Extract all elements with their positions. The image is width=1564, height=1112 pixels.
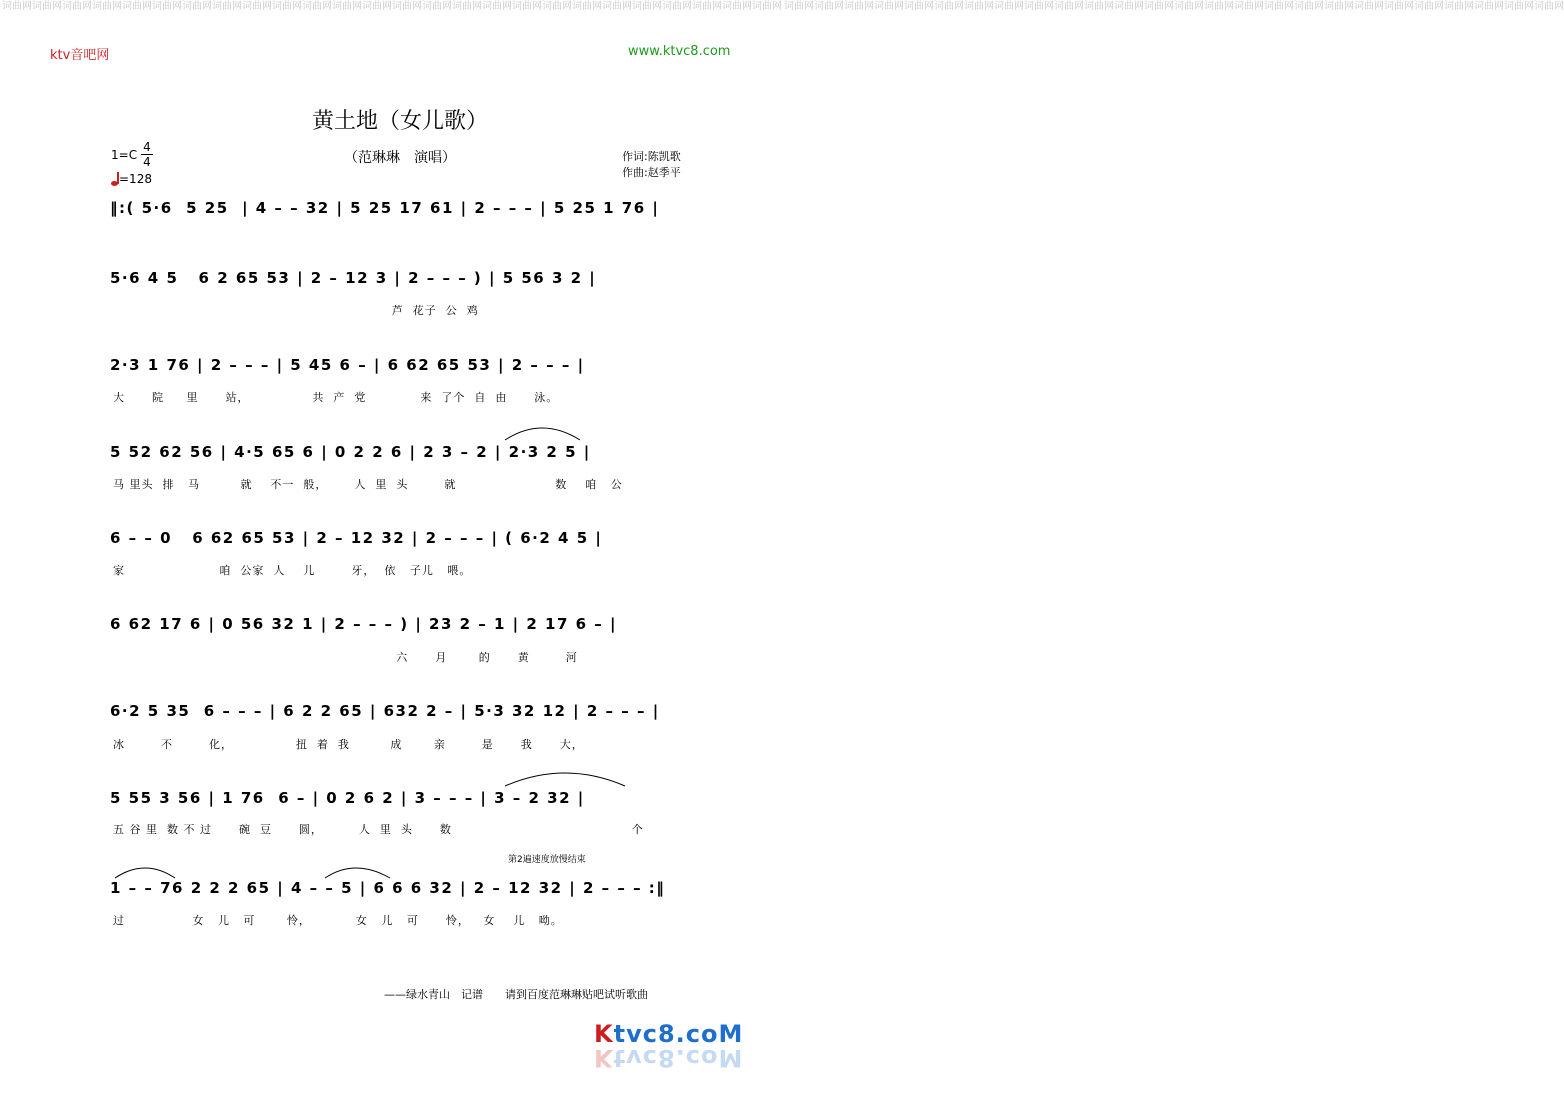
side-watermark-left: 词曲网词曲网词曲网词曲网词曲网词曲网词曲网词曲网词曲网词曲网词曲网词曲网词曲网词曲网词曲网词曲网词曲网词曲网词曲网词曲网词曲网词曲网词曲网词曲网词曲网词曲网 [2,1,782,12]
score-line-7: 6·2 5 35 6 – – – | 6 2 2 65 | 632 2 – | 5·3 32 12 | 2 – – – | [110,702,660,720]
lyrics-line-6: 六 月 的 黄 河 [113,651,578,664]
score-line-4: 5 52 62 56 | 4·5 65 6 | 0 2 2 6 | 2 3 – 2 | 2·3 2 5 | [110,443,591,461]
score-line-6: 6 62 17 6 | 0 56 32 1 | 2 – – – ) | 23 2 – 1 | 2 17 6 – | [110,615,617,633]
time-bottom: 4 [143,155,151,169]
tempo-marking [111,172,152,186]
score-line-8: 5 55 3 56 | 1 76 6 – | 0 2 6 2 | 3 – – – | 3 – 2 32 | [110,789,585,807]
footer-note: ——绿水青山 记谱 请到百度范琳琳贴吧试听歌曲 [384,988,648,1001]
lyrics-line-3: 大 院 里 站， 共 产 党 来 了个 自 由 泳。 [113,391,559,404]
tempo-value: =128 [119,172,152,186]
score-line-9: 1 – – 76 2 2 2 65 | 4 – – 5 | 6 6 6 32 | 2 – 12 32 | 2 – – – :‖ [110,879,666,897]
time-signature [141,140,153,169]
site-logo-reflection: Ktvc8.coM [594,1044,744,1072]
quarter-note-icon [111,172,119,186]
song-title: 黄土地（女儿歌） [311,109,488,134]
performer-line: （范琳琳 演唱） [344,150,456,166]
composer-credit: 作曲:赵季平 [622,166,681,179]
lyrics-line-7: 冰 不 化， 扭 着 我 成 亲 是 我 大， [113,738,584,751]
repeat-annotation: 第2遍速度放慢结束 [508,855,586,865]
key-signature: 1=C [111,148,138,162]
slur-arc-line-8 [110,758,720,788]
site-name-left[interactable]: ktv音吧网 [50,48,110,63]
slur-arc-line-4 [110,412,720,442]
lyrics-line-9: 过 女 儿 可 怜， 女 儿 可 怜， 女 儿 呦。 [113,914,563,927]
lyrics-line-5: 家 咱 公家 人 儿 牙， 依 子儿 喂。 [113,564,472,577]
time-top: 4 [143,140,151,154]
score-line-5: 6 – – 0 6 62 65 53 | 2 – 12 32 | 2 – – – | ( 6·2 4 5 | [110,529,603,547]
score-line-3: 2·3 1 76 | 2 – – – | 5 45 6 – | 6 62 65 53 | 2 – – – | [110,356,585,374]
site-logo: Ktvc8.coM [594,1020,744,1048]
site-url-right[interactable]: www.ktvc8.com [628,44,731,59]
lyrics-line-8: 五 谷 里 数 不 过 碗 豆 圆， 人 里 头 数 个 [113,823,644,836]
slur-arc-line-9 [110,850,720,880]
lyrics-line-1 [113,229,713,245]
score-line-1: ‖:( 5·6 5 25 | 4 – – 32 | 5 25 17 61 | 2 – – – | 5 25 1 76 | [110,199,660,217]
lyrics-line-4: 马 里头 排 马 就 不一 般， 人 里 头 就 数 咱 公 [113,478,623,491]
lyricist-credit: 作词:陈凯歌 [622,150,681,163]
score-line-2: 5·6 4 5 6 2 65 53 | 2 – 12 3 | 2 – – – ) | 5 56 3 2 | [110,269,597,287]
side-watermark-right: 词曲网词曲网词曲网词曲网词曲网词曲网词曲网词曲网词曲网词曲网词曲网词曲网词曲网词曲网词曲网词曲网词曲网词曲网词曲网词曲网词曲网词曲网词曲网词曲网词曲网词曲网 [784,1,1564,12]
lyrics-line-2: 芦 花子 公 鸡 [113,304,479,317]
